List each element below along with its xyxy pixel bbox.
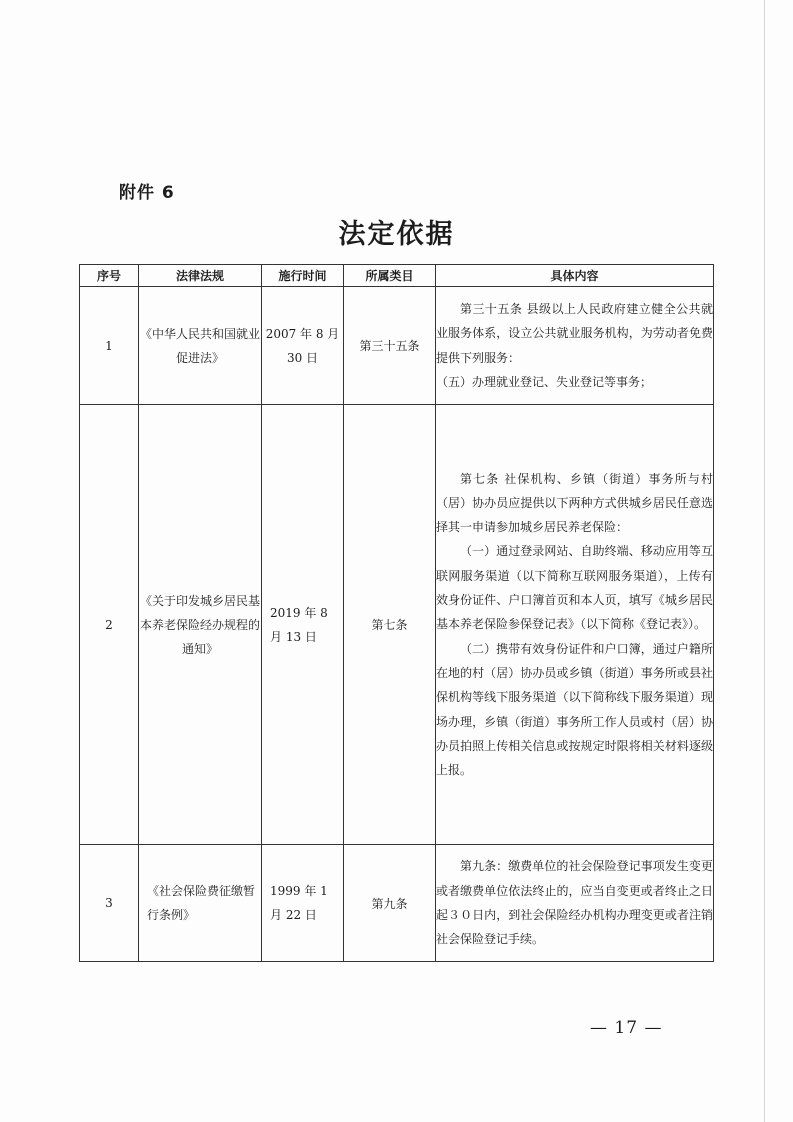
article-ref: 第九条 bbox=[344, 845, 436, 962]
table-row bbox=[80, 287, 714, 405]
content-cell bbox=[436, 287, 714, 405]
table-row bbox=[80, 845, 714, 962]
content-cell bbox=[436, 845, 714, 962]
effective-date: 2007 年 8 月 30 日 bbox=[262, 287, 344, 405]
effective-date: 1999 年 1 月 22 日 bbox=[262, 845, 344, 962]
page-number: — 17 — bbox=[590, 1018, 663, 1038]
law-name: 《关于印发城乡居民基本养老保险经办规程的通知》 bbox=[139, 405, 262, 845]
header-date: 施行时间 bbox=[262, 265, 344, 287]
document-title: 法定依据 bbox=[338, 219, 455, 250]
row-number: 3 bbox=[80, 845, 139, 962]
content-paragraph: （一）通过登录网站、自助终端、移动应用等互联网服务渠道（以下简称互联网服务渠道），上传有效身份证件、户口簿首页和本人页，填写《城乡居民基本养老保险参保登记表》（以下简称《登记表》）。 bbox=[436, 544, 713, 632]
article-ref: 第三十五条 bbox=[344, 287, 436, 405]
content-paragraph: 第七条 社保机构、乡镇（街道）事务所与村（居）协办员应提供以下两种方式供城乡居民任意选择其一申请参加城乡居民养老保险： bbox=[436, 471, 713, 535]
row-number: 1 bbox=[80, 287, 139, 405]
effective-date: 2019 年 8 月 13 日 bbox=[262, 405, 344, 845]
content-cell bbox=[436, 405, 714, 845]
attachment-label: 附件 6 bbox=[119, 183, 175, 203]
content-paragraph: （五）办理就业登记、失业登记等事务； bbox=[436, 374, 653, 389]
law-name: 《社会保险费征缴暂行条例》 bbox=[139, 845, 262, 962]
table-header-row bbox=[80, 265, 714, 287]
content-paragraph: （二）携带有效身份证件和户口簿，通过户籍所在地的村（居）协办员或乡镇（街道）事务所或县社保机构等线下服务渠道（以下简称线下服务渠道）现场办理，乡镇（街道）事务所工作人员或村（居）协办员拍照上传相关信息或按规定时限将相关材料逐级上报。 bbox=[436, 641, 713, 778]
header-no: 序号 bbox=[80, 265, 139, 287]
law-name: 《中华人民共和国就业促进法》 bbox=[139, 287, 262, 405]
legal-basis-table bbox=[79, 264, 714, 962]
row-number: 2 bbox=[80, 405, 139, 845]
header-law: 法律法规 bbox=[139, 265, 262, 287]
header-content: 具体内容 bbox=[436, 265, 714, 287]
header-article: 所属类目 bbox=[344, 265, 436, 287]
content-paragraph: 第九条：缴费单位的社会保险登记事项发生变更或者缴费单位依法终止的，应当自变更或者终止之日起３０日内，到社会保险经办机构办理变更或者注销社会保险登记手续。 bbox=[436, 859, 713, 947]
page-edge-line bbox=[764, 0, 765, 1122]
content-paragraph: 第三十五条 县级以上人民政府建立健全公共就业服务体系，设立公共就业服务机构，为劳动者免费提供下列服务： bbox=[436, 301, 713, 365]
table-row bbox=[80, 405, 714, 845]
article-ref: 第七条 bbox=[344, 405, 436, 845]
